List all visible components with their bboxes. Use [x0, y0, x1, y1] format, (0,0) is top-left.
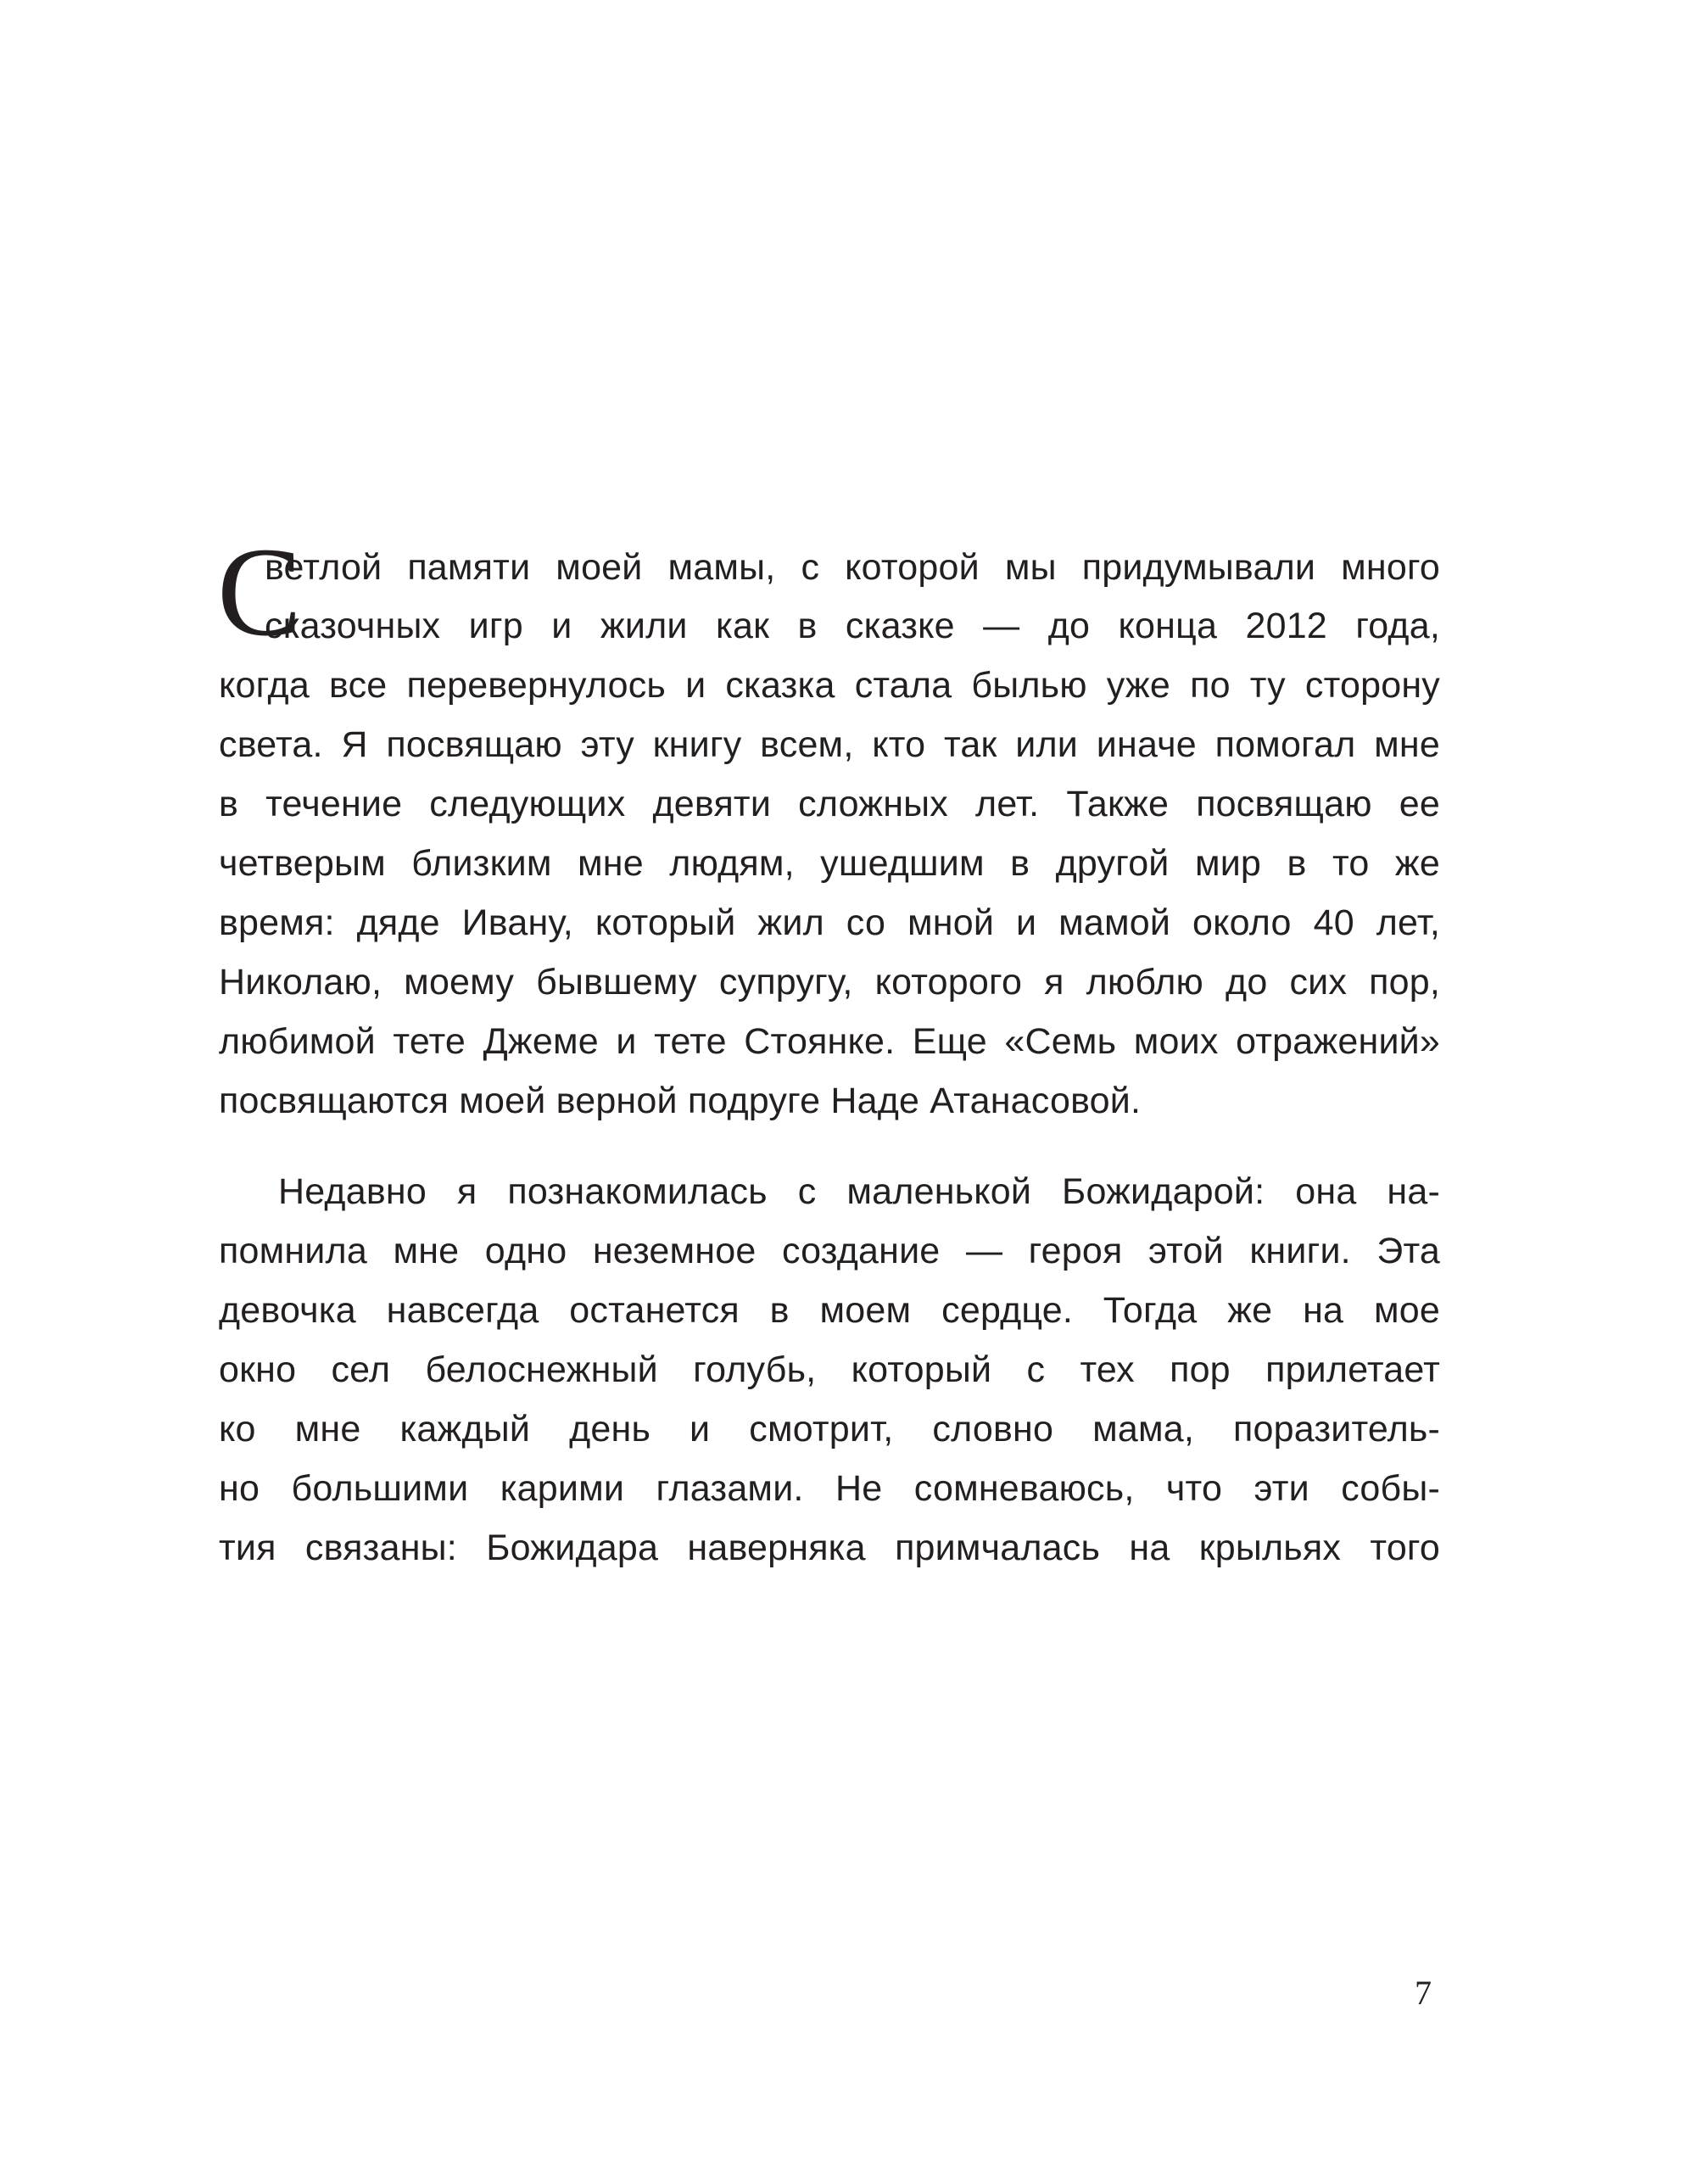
text-line: посвящаются моей верной подруге Наде Атанасовой.: [219, 1081, 1142, 1121]
text-line: когда все перевернулось и сказка стала былью уже по ту сторону: [219, 665, 1440, 706]
text-line: тия связаны: Божидара наверняка примчалась на крыльях того: [219, 1528, 1440, 1568]
text-line: ко мне каждый день и смотрит, словно мама, поразитель-: [219, 1409, 1440, 1449]
text-line: девочка навсегда останется в моем сердце. Тогда же на мое: [219, 1290, 1440, 1331]
text-line: сказочных игр и жили как в сказке — до конца 2012 года,: [265, 606, 1440, 646]
page-number: 7: [1415, 1974, 1432, 2012]
text-line: окно сел белоснежный голубь, который с тех пор прилетает: [219, 1349, 1440, 1390]
text-line: время: дяде Ивану, который жил со мной и мамой около 40 лет,: [219, 902, 1440, 943]
text-line: Недавно я познакомилась с маленькой Божидарой: она на-: [278, 1171, 1440, 1212]
text-line: помнила мне одно неземное создание — героя этой книги. Эта: [219, 1231, 1440, 1271]
text-line: любимой тете Джеме и тете Стоянке. Еще «Семь моих отражений»: [219, 1021, 1440, 1062]
text-line: ветлой памяти моей мамы, с которой мы придумывали много: [265, 547, 1440, 588]
drop-cap-letter: С: [217, 522, 303, 662]
text-line: в течение следующих девяти сложных лет. Также посвящаю ее: [219, 784, 1440, 824]
text-line: четверым близким мне людям, ушедшим в другой мир в то же: [219, 843, 1440, 884]
text-line: света. Я посвящаю эту книгу всем, кто так или иначе помогал мне: [219, 724, 1440, 765]
text-line: Николаю, моему бывшему супругу, которого я люблю до сих пор,: [219, 962, 1440, 1003]
text-line: но большими карими глазами. Не сомневаюсь, что эти собы-: [219, 1468, 1440, 1509]
